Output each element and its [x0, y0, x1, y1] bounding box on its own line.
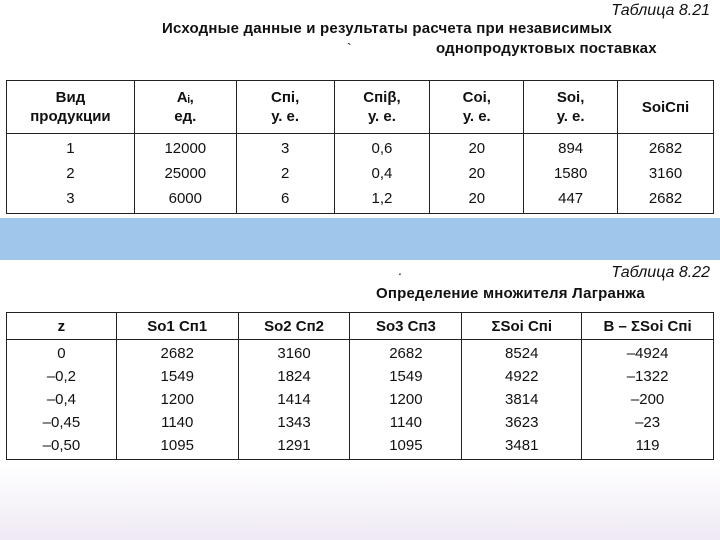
- table2-header-row: [7, 313, 714, 340]
- table2-header-1: Sо1 Cп1: [116, 313, 238, 340]
- table2-col-5: –4924 –1322 –200 –23 119: [582, 340, 714, 460]
- table1-col-2: 3 2 6: [236, 134, 334, 214]
- table1-col-1: 12000 25000 6000: [134, 134, 236, 214]
- table1-col-6: 2682 3160 2682: [618, 134, 714, 214]
- table2: [6, 312, 714, 460]
- table2-data-row: [7, 340, 714, 460]
- table2-caption: Таблица 8.22: [611, 264, 710, 281]
- table2-header-5: B – ΣSoi Cпi: [582, 313, 714, 340]
- table1-header-5: Soi, у. е.: [524, 81, 618, 134]
- table2-col-4: 8524 4922 3814 3623 3481: [462, 340, 582, 460]
- table1-col-3: 0,6 0,4 1,2: [334, 134, 430, 214]
- table2-col-0: 0 –0,2 –0,4 –0,45 –0,50: [7, 340, 117, 460]
- table1-header-6: SoiCпi: [618, 81, 714, 134]
- table2-header-4: ΣSoi Cпi: [462, 313, 582, 340]
- table1-header-2: Cпi, у. е.: [236, 81, 334, 134]
- table2-header-3: Sо3 Cп3: [350, 313, 462, 340]
- table2-header-0: z: [7, 313, 117, 340]
- table1-stray-mark: `: [347, 40, 352, 56]
- table1-data-row: [7, 134, 714, 214]
- table1-header-0: Вид продукции: [7, 81, 135, 134]
- table1-header-1: Aᵢ, ед.: [134, 81, 236, 134]
- table1-header-row: [7, 81, 714, 134]
- table1-col-4: 20 20 20: [430, 134, 524, 214]
- table2-stray-dot: .: [398, 262, 402, 278]
- table1: [6, 80, 714, 214]
- table2-col-2: 3160 1824 1414 1343 1291: [238, 340, 350, 460]
- table1-title-line2: однопродуктовых поставках: [436, 40, 657, 57]
- table2-col-1: 2682 1549 1200 1140 1095: [116, 340, 238, 460]
- table2-title: Определение множителя Лагранжа: [376, 285, 645, 302]
- blue-separator-band: [0, 218, 720, 260]
- table1-col-5: 894 1580 447: [524, 134, 618, 214]
- table1-header-4: Coi, у. е.: [430, 81, 524, 134]
- table1-col-0: 1 2 3: [7, 134, 135, 214]
- table2-col-3: 2682 1549 1200 1140 1095: [350, 340, 462, 460]
- table1-title-line1: Исходные данные и результаты расчета при независимых: [162, 20, 613, 37]
- table1-caption: Таблица 8.21: [611, 2, 710, 19]
- bottom-gradient-band: [0, 465, 720, 540]
- table2-header-2: Sо2 Cп2: [238, 313, 350, 340]
- table1-header-3: Cпiβ, у. е.: [334, 81, 430, 134]
